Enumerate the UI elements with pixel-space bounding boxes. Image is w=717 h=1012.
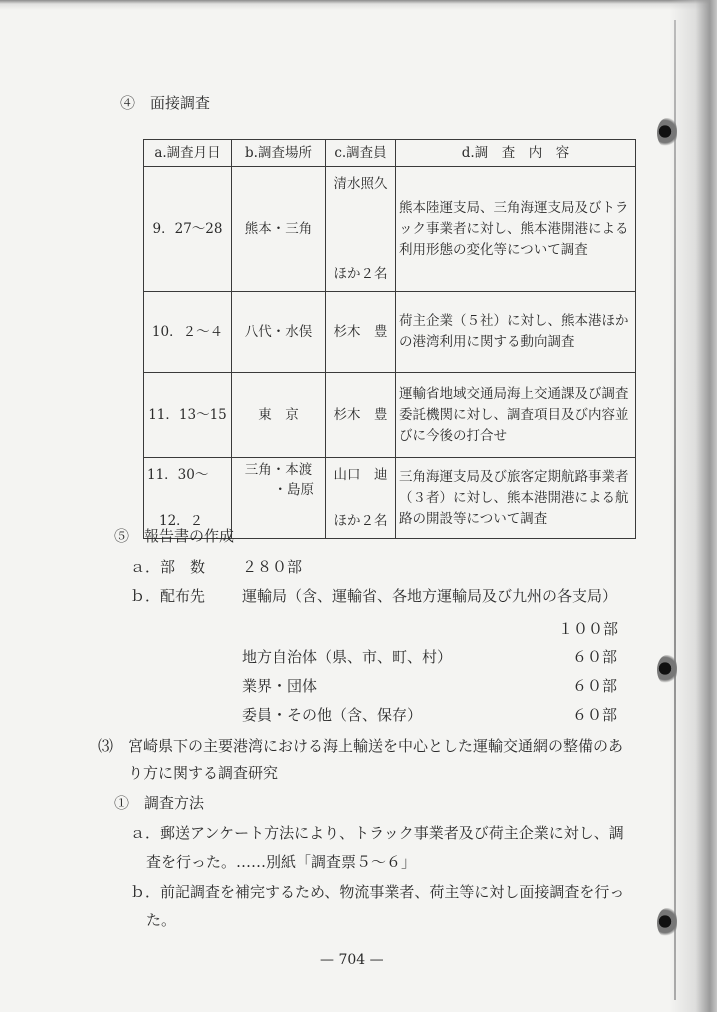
distribution-item-1: 運輸局（含、運輸省、各地方運輸局及び九州の各支局） <box>242 587 618 605</box>
row-place: 八代・水俣 <box>232 292 326 373</box>
distribution-item-1-count: １００部 <box>558 620 619 638</box>
row-staff-top: 山口 迪 <box>333 467 388 483</box>
distribution-label: ｂ．配布先 <box>130 587 206 605</box>
row-place-bottom: ・島原 <box>273 482 314 498</box>
row-content: 熊本陸運支局、三角海運支局及びトラック事業者に対し、熊本港開港による利用形態の変化等について調査 <box>396 167 636 292</box>
binder-ring-mark <box>657 118 677 148</box>
row-place: 熊本・三角 <box>232 167 326 292</box>
table-header-row <box>144 140 636 167</box>
method-a-line2: 査を行った。……別紙「調査票５〜６」 <box>146 853 417 871</box>
section-5-heading: ⑤ 報告書の作成 <box>114 527 235 545</box>
method-b-line2: た。 <box>146 911 177 929</box>
binder-ring-mark <box>657 908 677 938</box>
row-date: 11．13〜15 <box>144 373 232 458</box>
header-content: d.調 査 内 容 <box>396 140 636 167</box>
scan-top-edge <box>0 0 717 10</box>
section-4-heading: ④ 面接調査 <box>120 94 211 112</box>
section-3-heading-line1: ⑶ 宮崎県下の主要港湾における海上輸送を中心とした運輸交通網の整備のあ <box>98 737 624 755</box>
row-staff-bottom: ほか２名 <box>333 513 388 529</box>
distribution-item-3: 業界・団体 <box>242 677 318 695</box>
row-date-top: 11．30〜 <box>147 467 209 483</box>
row-place: 東 京 <box>232 373 326 458</box>
row-staff-bottom: ほか２名 <box>333 266 388 282</box>
row-date: 9．27〜28 <box>144 167 232 292</box>
row-staff-top: 清水照久 <box>333 176 388 192</box>
scan-right-edge <box>669 0 717 1012</box>
row-place <box>232 458 326 539</box>
distribution-item-4: 委員・その他（含、保存） <box>242 706 423 724</box>
method-b-line1: ｂ．前記調査を補完するため、物流事業者、荷主等に対し面接調査を行っ <box>130 883 625 901</box>
binding-line <box>674 20 676 1000</box>
row-content: 荷主企業（５社）に対し、熊本港ほかの港湾利用に関する動向調査 <box>396 292 636 373</box>
table-row <box>144 167 636 292</box>
row-staff: 杉木 豊 <box>326 292 396 373</box>
row-place-top: 三角・本渡 <box>244 462 313 478</box>
row-staff: 杉木 豊 <box>326 373 396 458</box>
distribution-item-2: 地方自治体（県、市、町、村） <box>242 648 453 666</box>
method-heading: ① 調査方法 <box>114 794 205 812</box>
binder-ring-mark <box>657 655 677 685</box>
table-row <box>144 373 636 458</box>
distribution-item-3-count: ６０部 <box>572 677 618 695</box>
row-staff <box>326 167 396 292</box>
row-date-bottom: 12．２ <box>159 513 204 529</box>
row-date: 10．２〜４ <box>144 292 232 373</box>
row-content: 三角海運支局及び旅客定期航路事業者（３者）に対し、熊本港開港による航路の開設等について調査 <box>396 458 636 539</box>
copies-label: ａ．部 数 <box>130 558 206 576</box>
method-a-line1: ａ．郵送アンケート方法により、トラック事業者及び荷主企業に対し、調 <box>130 824 624 842</box>
section-3-heading-line2: り方に関する調査研究 <box>128 764 279 782</box>
header-date: a.調査月日 <box>144 140 232 167</box>
distribution-item-2-count: ６０部 <box>572 648 618 666</box>
row-staff <box>326 458 396 539</box>
copies-value: ２８０部 <box>242 558 303 576</box>
interview-survey-table <box>143 139 636 539</box>
table-row <box>144 292 636 373</box>
page-number: — 704 — <box>320 952 384 968</box>
header-place: b.調査場所 <box>232 140 326 167</box>
distribution-item-4-count: ６０部 <box>572 706 618 724</box>
header-staff: c.調査員 <box>326 140 396 167</box>
row-content: 運輸省地域交通局海上交通課及び調査委託機関に対し、調査項目及び内容並びに今後の打合せ <box>396 373 636 458</box>
